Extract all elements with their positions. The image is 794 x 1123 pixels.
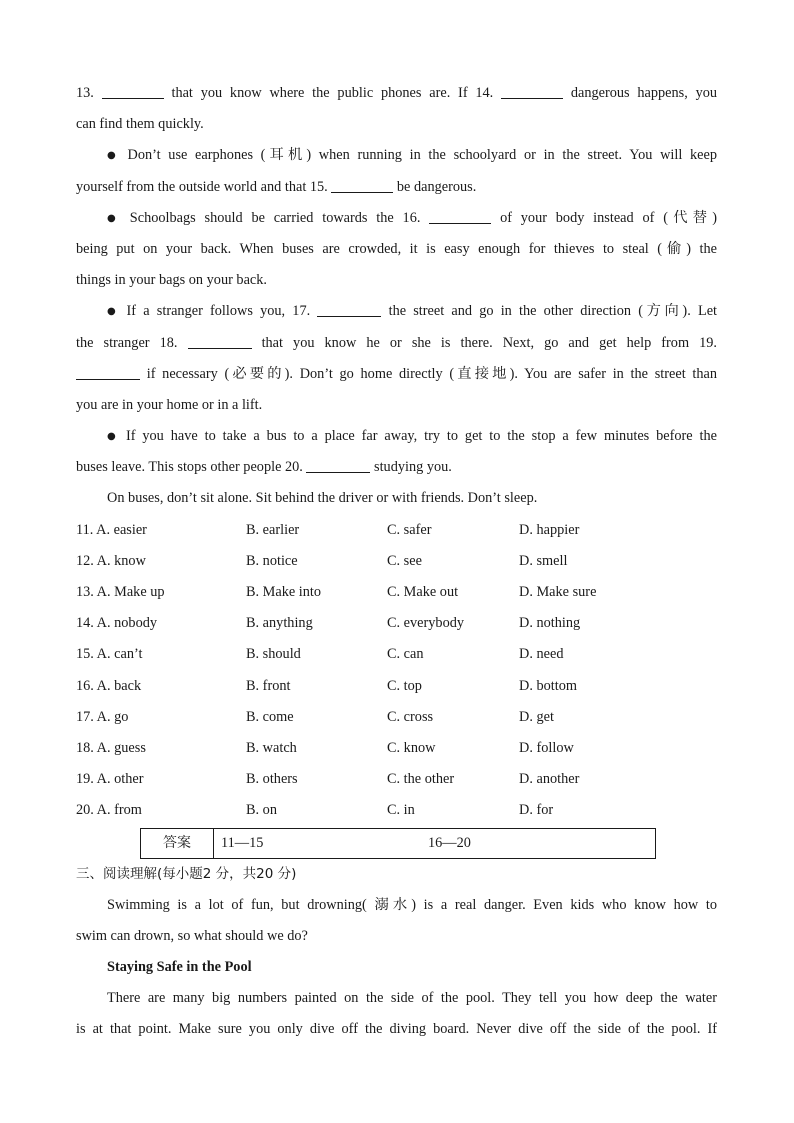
article-subheading: Staying Safe in the Pool — [107, 959, 252, 976]
option-b[interactable]: B. should — [246, 646, 301, 663]
option-c[interactable]: C. the other — [387, 771, 455, 788]
text: dangerous happens, you — [570, 85, 718, 101]
passage-line: Swimming is a lot of fun, but drowning( 溺水) is a real danger. Even kids who know how to — [107, 896, 717, 913]
option-d[interactable]: D. happier — [519, 521, 580, 538]
option-d[interactable]: D. Make sure — [519, 584, 597, 600]
option-a[interactable]: 13. A. Make up — [76, 584, 165, 600]
passage-line — [76, 78, 717, 109]
option-a[interactable]: 20. A. from — [76, 802, 142, 819]
bullet-icon: ● — [107, 212, 121, 224]
text: that you know he or she is there. Next, go and get help from 19. — [261, 334, 717, 351]
option-b[interactable]: B. come — [246, 708, 294, 725]
option-d[interactable]: D. another — [519, 771, 580, 788]
text: if necessary (必要的). Don’t go home directly (直接地). You are safer in the street than — [146, 365, 717, 382]
passage-line — [76, 452, 717, 483]
answer-range-16-20[interactable]: 16—20 — [428, 834, 471, 851]
option-b[interactable]: B. notice — [246, 552, 298, 569]
option-row — [76, 764, 717, 795]
text: Schoolbags should be carried towards the 16. — [129, 209, 421, 226]
passage-line — [76, 296, 717, 327]
answer-blank-20[interactable] — [306, 458, 370, 473]
text: If you have to take a bus to a place far away, try to get to the stop a few minutes before the — [125, 428, 717, 445]
options-list — [76, 515, 717, 827]
bullet-icon: ● — [107, 306, 120, 318]
option-d[interactable]: D. for — [519, 802, 554, 819]
option-c[interactable]: C. safer — [387, 521, 432, 538]
text: yourself from the outside world and that 15. — [76, 178, 328, 195]
option-c[interactable]: C. Make out — [387, 584, 459, 600]
answer-range-11-15[interactable]: 11—15 — [221, 834, 264, 851]
text: buses leave. This stops other people 20. — [76, 459, 303, 476]
option-b[interactable]: B. earlier — [246, 521, 300, 538]
bullet-icon: ● — [107, 431, 120, 443]
text: studying you. — [374, 459, 452, 476]
option-c[interactable]: C. cross — [387, 708, 434, 725]
option-row — [76, 733, 717, 764]
option-a[interactable]: 12. A. know — [76, 552, 146, 569]
passage-line — [76, 421, 717, 452]
answer-blank-15[interactable] — [331, 178, 393, 193]
answer-blank-14[interactable] — [501, 84, 563, 99]
text: that you know where the public phones are. If 14. — [171, 85, 494, 101]
passage-line: can find them quickly. — [76, 116, 204, 133]
passage-line: things in your bags on your back. — [76, 272, 267, 289]
answer-blank-18[interactable] — [188, 334, 252, 349]
passage-line: On buses, don’t sit alone. Sit behind the driver or with friends. Don’t sleep. — [107, 490, 538, 507]
bullet-icon: ● — [107, 150, 120, 162]
text: the street and go in the other direction (方向). Let — [388, 303, 718, 320]
option-row — [76, 639, 717, 670]
option-b[interactable]: B. anything — [246, 615, 313, 632]
passage-line — [76, 203, 717, 234]
option-a[interactable]: 19. A. other — [76, 771, 144, 788]
passage-line: being put on your back. When buses are crowded, it is easy enough for thieves to steal (偷) the — [76, 240, 717, 257]
option-c[interactable]: C. can — [387, 646, 424, 663]
option-c[interactable]: C. top — [387, 677, 422, 694]
text: 13. — [76, 85, 94, 101]
answer-label: 答案 — [141, 829, 214, 858]
option-b[interactable]: B. front — [246, 677, 291, 694]
answer-table — [140, 828, 656, 859]
option-row — [76, 608, 717, 639]
option-c[interactable]: C. see — [387, 552, 422, 569]
passage-line — [76, 172, 717, 203]
passage-line: is at that point. Make sure you only dive off the diving board. Never dive off the side of the pool. If — [76, 1021, 717, 1038]
text: of your body instead of (代替) — [500, 209, 718, 226]
option-a[interactable]: 16. A. back — [76, 677, 142, 694]
option-row — [76, 577, 717, 608]
option-b[interactable]: B. watch — [246, 739, 297, 756]
option-a[interactable]: 15. A. can’t — [76, 646, 143, 663]
document-page — [76, 78, 717, 1046]
option-c[interactable]: C. in — [387, 802, 415, 819]
passage-line: swim can drown, so what should we do? — [76, 927, 308, 944]
option-d[interactable]: D. need — [519, 646, 564, 663]
option-a[interactable]: 11. A. easier — [76, 521, 147, 538]
option-d[interactable]: D. nothing — [519, 615, 581, 632]
option-d[interactable]: D. follow — [519, 739, 574, 756]
passage-line — [76, 328, 717, 359]
option-b[interactable]: B. others — [246, 771, 298, 788]
text: If a stranger follows you, 17. — [126, 303, 311, 320]
option-c[interactable]: C. everybody — [387, 615, 465, 632]
text: be dangerous. — [396, 178, 477, 195]
option-row — [76, 546, 717, 577]
passage-line — [76, 359, 717, 390]
passage-line: you are in your home or in a lift. — [76, 396, 263, 413]
option-row — [76, 671, 717, 702]
answer-blank-16[interactable] — [429, 209, 491, 224]
option-row — [76, 702, 717, 733]
answer-blank-19[interactable] — [76, 365, 140, 380]
text: Don’t use earphones (耳机) when running in the schoolyard or in the street. You will keep — [127, 147, 717, 164]
passage-line — [76, 140, 717, 171]
option-d[interactable]: D. smell — [519, 552, 568, 569]
text: the stranger 18. — [76, 334, 178, 351]
option-a[interactable]: 18. A. guess — [76, 739, 146, 756]
answer-blank-17[interactable] — [317, 302, 381, 317]
option-row — [76, 795, 717, 826]
option-d[interactable]: D. get — [519, 708, 554, 725]
passage-line: There are many big numbers painted on the side of the pool. They tell you how deep the water — [107, 990, 717, 1007]
option-a[interactable]: 14. A. nobody — [76, 615, 158, 632]
answer-blank-13[interactable] — [102, 84, 164, 99]
option-c[interactable]: C. know — [387, 739, 436, 756]
option-a[interactable]: 17. A. go — [76, 708, 129, 725]
option-b[interactable]: B. on — [246, 802, 277, 819]
option-d[interactable]: D. bottom — [519, 677, 577, 694]
section-heading: 三、阅读理解(每小题2 分，共20 分) — [76, 865, 297, 882]
option-b[interactable]: B. Make into — [246, 584, 322, 600]
option-row — [76, 515, 717, 546]
